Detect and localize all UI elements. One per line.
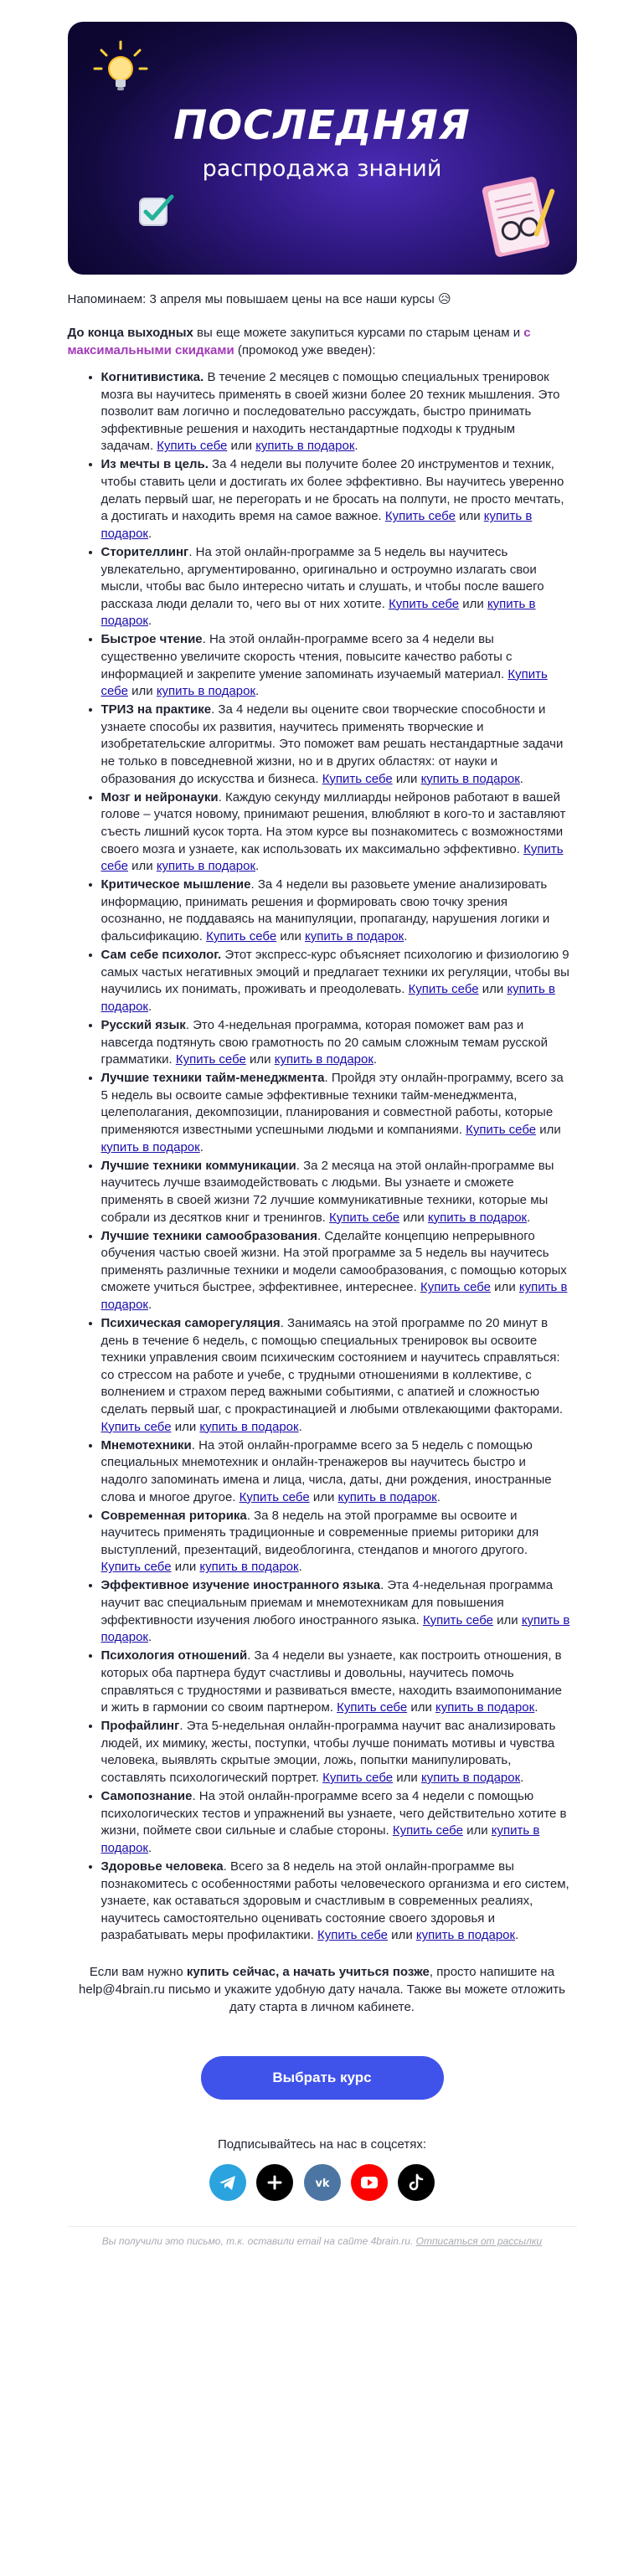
- course-name: Лучшие техники тайм-менеджмента: [100, 1071, 325, 1086]
- course-name: Сторителлинг: [100, 544, 189, 559]
- buy-gift-link[interactable]: купить в подарок: [100, 982, 556, 1014]
- course-name: Психическая саморегуляция: [100, 1316, 281, 1331]
- course-item: [101, 1228, 577, 1314]
- course-name: Здоровье человека: [100, 1859, 224, 1874]
- or-text: или: [227, 439, 256, 454]
- buy-self-link[interactable]: Купить себе: [157, 439, 228, 454]
- vk-icon[interactable]: [304, 2164, 341, 2201]
- or-text: или: [127, 684, 157, 699]
- unsubscribe-link[interactable]: Отписаться от рассылки: [415, 2234, 543, 2247]
- course-desc: . За 2 месяца на этой онлайн-программе вы научитесь лучше взаимодействовать с людьми. Вы узнаете и сможете применять в своей жизни 72 лучшие коммуникативные техники, которые мы собрали из десятков книг и тренингов.: [100, 1158, 554, 1225]
- buy-gift-link[interactable]: купить в подарок: [420, 771, 520, 786]
- course-name: Современная риторика: [100, 1508, 247, 1523]
- buy-self-link[interactable]: Купить себе: [239, 1489, 310, 1504]
- course-name: Быстрое чтение: [100, 632, 203, 647]
- course-item: [101, 544, 577, 630]
- telegram-icon[interactable]: [209, 2164, 246, 2201]
- hero-title: ПОСЛЕДНЯЯ: [173, 102, 471, 149]
- or-text: или: [478, 982, 507, 997]
- hero-banner: [68, 22, 577, 275]
- lightbulb-icon: [91, 39, 150, 97]
- svg-text:vk: vk: [314, 2177, 330, 2190]
- buy-gift-link[interactable]: купить в подарок: [435, 1700, 535, 1715]
- or-text: или: [171, 1419, 200, 1434]
- or-text: или: [171, 1560, 200, 1575]
- footer: [68, 2235, 577, 2247]
- end-dot: .: [199, 1139, 204, 1154]
- course-item: [101, 1437, 577, 1506]
- course-name: Психология отношений: [100, 1648, 248, 1663]
- end-dot: .: [404, 929, 408, 944]
- course-list: [68, 369, 577, 1945]
- course-name: ТРИЗ на практике: [100, 702, 212, 717]
- buy-gift-link[interactable]: купить в подарок: [100, 1139, 200, 1154]
- buy-gift-link[interactable]: купить в подарок: [100, 596, 536, 629]
- buy-self-link[interactable]: Купить себе: [100, 841, 564, 874]
- course-item: [101, 702, 577, 788]
- buy-gift-link[interactable]: купить в подарок: [199, 1560, 299, 1575]
- closing-after: , просто напишите на help@4brain.ru письмо и укажите удобную дату начала. Также вы можете отложить дату старта в личном кабинете.: [79, 1964, 565, 2014]
- discount-highlight: с максимальными скидками: [67, 326, 531, 357]
- course-item: [101, 1508, 577, 1576]
- buy-self-link[interactable]: Купить себе: [317, 1928, 389, 1943]
- buy-gift-link[interactable]: купить в подарок: [415, 1928, 516, 1943]
- or-text: или: [392, 771, 421, 786]
- cta-section: [68, 2056, 577, 2100]
- or-text: или: [407, 1700, 436, 1715]
- course-name: Мозг и нейронауки: [100, 789, 219, 805]
- course-item: [101, 1788, 577, 1857]
- course-desc: За 4 недели вы получите более 20 инструментов и техник, чтобы ставить цели и достигать их более эффективно. Вы научитесь уверенно делать первый шаг, не перегорать и не бросать на полпути, не просто мечтать, а достигать и находить время на самое важное.: [100, 457, 564, 524]
- course-item: [101, 1718, 577, 1787]
- end-dot: .: [147, 614, 152, 629]
- buy-gift-link[interactable]: купить в подарок: [274, 1052, 374, 1067]
- end-dot: .: [534, 1700, 538, 1715]
- buy-gift-link[interactable]: купить в подарок: [255, 439, 355, 454]
- end-dot: .: [255, 684, 260, 699]
- buy-self-link[interactable]: Купить себе: [466, 1123, 537, 1138]
- or-text: или: [127, 859, 157, 874]
- course-desc: В течение 2 месяцев с помощью специальных тренировок мозга вы научитесь применять в своей жизни более 20 техник мышления. Это позволит вам логично и последовательно рассуждать, быстро принимать эффективные решения и находить нестандартные подходы к трудным задачам.: [100, 370, 560, 454]
- buy-gift-link[interactable]: купить в подарок: [420, 1771, 521, 1785]
- course-item: [101, 631, 577, 700]
- course-item: [101, 877, 577, 945]
- footer-divider: [68, 2226, 577, 2227]
- course-name: Самопознание: [100, 1789, 193, 1804]
- intro-after: (промокод уже введен):: [234, 343, 376, 357]
- course-item: [101, 789, 577, 876]
- buy-self-link[interactable]: Купить себе: [422, 1612, 493, 1627]
- email-body: [68, 0, 577, 2247]
- course-item: [101, 1158, 577, 1226]
- buy-gift-link[interactable]: купить в подарок: [100, 1612, 570, 1645]
- buy-self-link[interactable]: Купить себе: [389, 596, 460, 611]
- or-text: или: [393, 1771, 421, 1785]
- course-desc: . Каждую секунду миллиарды нейронов работают в вашей голове – учатся новому, принимают решения, влюбляют в кого-то и заставляют съесть лишний кусок торта. На этом курсе вы познакомитесь с возможностями своего мозга и узнаете, как использовать их максимально эффективно.: [100, 789, 566, 856]
- buy-gift-link[interactable]: купить в подарок: [156, 859, 256, 874]
- course-desc: . За 4 недели вы разовьете умение анализировать информацию, принимать решения и формировать свою точку зрения осознанно, не поддаваясь на манипуляции, пропаганду, нарушения логики и фальсификацию.: [100, 877, 550, 944]
- end-dot: .: [298, 1419, 302, 1434]
- notebook-glasses-icon: [470, 171, 562, 263]
- end-dot: .: [147, 526, 152, 541]
- intro-offer: [68, 324, 577, 359]
- course-desc: . На этой онлайн-программе за 5 недель вы научитесь увлекательно, аргументированно, оригинально и остроумно излагать свои мысли, чтобы вас было интересно читать и слушать, и чтобы после вашего рассказа люди делали то, чего вы от них хотите.: [100, 544, 544, 611]
- end-dot: .: [519, 771, 523, 786]
- buy-self-link[interactable]: Купить себе: [322, 1771, 394, 1785]
- closing-text: [68, 1963, 577, 2016]
- buy-gift-link[interactable]: купить в подарок: [156, 684, 256, 699]
- buy-self-link[interactable]: Купить себе: [408, 982, 479, 997]
- end-dot: .: [298, 1560, 302, 1575]
- course-desc: . Эта 5-недельная онлайн-программа научит вас анализировать людей, их мимику, жесты, поступки, чтобы лучше понимать мотивы и чувства человека, выявлять скрытые эмоции, ложь, попытки манипулировать, составлять психологический портрет.: [100, 1719, 556, 1785]
- tiktok-icon[interactable]: [398, 2164, 435, 2201]
- end-dot: .: [354, 439, 358, 454]
- or-text: или: [462, 1823, 492, 1838]
- course-name: Мнемотехники: [100, 1437, 192, 1453]
- course-name: Эффективное изучение иностранного языка: [100, 1578, 381, 1593]
- course-item: [101, 1859, 577, 1945]
- course-name: Критическое мышление: [100, 877, 251, 892]
- or-text: или: [455, 509, 484, 524]
- closing-bold: купить сейчас, а начать учиться позже: [186, 1964, 430, 1979]
- buy-self-link[interactable]: Купить себе: [329, 1210, 400, 1225]
- course-name: Когнитивистика.: [100, 370, 204, 384]
- buy-self-link[interactable]: Купить себе: [100, 666, 548, 699]
- end-dot: .: [520, 1771, 524, 1785]
- buy-self-link[interactable]: Купить себе: [392, 1823, 463, 1838]
- buy-gift-link[interactable]: купить в подарок: [199, 1419, 299, 1434]
- course-desc: . Занимаясь на этой программе по 20 минут в день в течение 6 недель, с помощью специальных тренировок вы освоите техники управления своим психическим состоянием и научитесь справляться: со стрессом на работе и учебе, с трудными отношениями в коллективе, с волнением и страхом перед важными событиями, с апатией и сложностью сделать первый шаг, с прокрастинацией и любыми отвлекающими факторами.: [100, 1316, 564, 1417]
- buy-self-link[interactable]: Купить себе: [175, 1052, 246, 1067]
- course-desc: . Сделайте концепцию непрерывного обучения частью своей жизни. На этой программе за 5 недель вы научитесь применять различные техники и модели самообразования, с помощью которых сможете учиться быстрее, эффективнее, интереснее.: [100, 1228, 567, 1295]
- course-item: [101, 1070, 577, 1156]
- or-text: или: [491, 1280, 519, 1295]
- buy-gift-link[interactable]: купить в подарок: [305, 929, 404, 944]
- buy-gift-link[interactable]: купить в подарок: [337, 1489, 437, 1504]
- course-item: [101, 369, 577, 455]
- plus-icon[interactable]: [256, 2164, 293, 2201]
- course-desc: Этот экспресс-курс объясняет психологию и физиологию 9 самых частых негативных эмоций и предлагает техники их регуляции, чтобы вы научились их понимать, проживать и преодолевать.: [100, 948, 569, 997]
- end-dot: .: [436, 1489, 440, 1504]
- buy-self-link[interactable]: Купить себе: [322, 771, 393, 786]
- course-name: Лучшие техники самообразования: [100, 1228, 318, 1243]
- buy-self-link[interactable]: Купить себе: [337, 1700, 408, 1715]
- intro-middle: вы еще можете закупиться курсами по старым ценам и: [193, 326, 524, 340]
- course-desc: . На этой онлайн-программе всего за 5 недель с помощью специальных мнемотехник и онлайн-тренажеров вы научитесь быстро и надолго запоминать имена и лица, числа, даты, дни рождения, иностранные слова и многое другое.: [100, 1437, 552, 1504]
- checkbox-icon: [137, 192, 175, 230]
- or-text: или: [276, 929, 306, 944]
- end-dot: .: [373, 1052, 378, 1067]
- course-item: [101, 1648, 577, 1716]
- buy-gift-link[interactable]: купить в подарок: [100, 1823, 540, 1855]
- footer-text: Вы получили это письмо, т.к. оставили email на сайте 4brain.ru.: [101, 2234, 416, 2247]
- course-desc: . За 8 недель на этой программе вы освоите и научитесь применять традиционные и современные приемы риторики для выступлений, презентаций, видеоблогинга, стендапов и многого другого.: [100, 1508, 539, 1557]
- course-desc: . За 4 недели вы узнаете, как построить отношения, в которых оба партнера будут счастливы и довольны, научитесь помочь справляться с трудностями и развиваться вместе, находить взаимопонимание и жить в гармонии со своим партнером.: [100, 1648, 562, 1715]
- buy-gift-link[interactable]: купить в подарок: [100, 1280, 568, 1312]
- course-name: Сам себе психолог.: [100, 948, 222, 963]
- end-dot: .: [147, 1630, 152, 1645]
- course-item: [101, 1017, 577, 1069]
- buy-self-link[interactable]: Купить себе: [420, 1280, 492, 1295]
- course-desc: . Эта 4-недельная программа научит вас специальным приемам и мнемотехникам для повышения эффективности изучения любого иностранного языка.: [100, 1578, 554, 1627]
- course-desc: . Это 4-недельная программа, которая поможет вам раз и навсегда подтянуть свою грамотность по 20 самым сложным темам русской грамматики.: [100, 1017, 548, 1067]
- course-desc: . Всего за 8 недель на этой онлайн-программе вы познакомитесь с особенностями работы человеческого организма и его систем, узнаете, как оставаться здоровым и счастливым в современных реалиях, научитесь самостоятельно оценивать состояние своего здоровья и разрабатывать меры профилактики.: [100, 1859, 569, 1943]
- hero-subtitle: распродажа знаний: [202, 156, 442, 182]
- end-dot: .: [147, 999, 152, 1014]
- course-desc: . За 4 недели вы оцените свои творческие способности и узнаете способы их развития, научитесь применять творческие и изобретательские алгоритмы. Это поможет вам решать нестандартные задачи не только в повседневной жизни, но и в других областях: от науки и образования до искусства и бизнеса.: [100, 702, 564, 786]
- course-item: [101, 947, 577, 1015]
- buy-self-link[interactable]: Купить себе: [384, 509, 456, 524]
- or-text: или: [536, 1123, 561, 1138]
- buy-gift-link[interactable]: купить в подарок: [427, 1210, 528, 1225]
- or-text: или: [459, 596, 487, 611]
- or-text: или: [309, 1489, 338, 1504]
- course-desc: . Пройдя эту онлайн-программу, всего за 5 недель вы освоите самые эффективные техники тайм-менеджмента, целеполагания, декомпозиции, планирования и совместной работы, которые применяются известными успешными людьми и компаниями.: [100, 1071, 564, 1138]
- buy-gift-link[interactable]: купить в подарок: [100, 509, 533, 541]
- course-item: [101, 1577, 577, 1646]
- course-desc: . На этой онлайн-программе всего за 4 недели вы существенно увеличите скорость чтения, повысите качество работы с информацией и закрепите умение запоминать изучаемый материал.: [100, 632, 513, 681]
- closing-before: Если вам нужно: [89, 1964, 187, 1979]
- course-name: Профайлинг: [100, 1719, 180, 1734]
- course-name: Из мечты в цель.: [100, 457, 209, 472]
- course-name: Русский язык: [100, 1017, 186, 1032]
- buy-self-link[interactable]: Купить себе: [100, 1419, 172, 1434]
- end-dot: .: [527, 1210, 531, 1225]
- buy-self-link[interactable]: Купить себе: [100, 1560, 172, 1575]
- course-item: [101, 1315, 577, 1436]
- social-title: Подписывайтесь на нас в соцсетях:: [217, 2136, 427, 2152]
- or-text: или: [245, 1052, 275, 1067]
- course-item: [101, 456, 577, 542]
- youtube-icon[interactable]: [351, 2164, 388, 2201]
- end-dot: .: [147, 1840, 152, 1855]
- intro-bold: До конца выходных: [67, 326, 193, 340]
- course-desc: . На этой онлайн-программе всего за 4 недели с помощью психологических тестов и упражнений вы узнаете, чего действительно хотите в жизни, поймете свои сильные и слабые стороны.: [100, 1789, 567, 1838]
- end-dot: .: [255, 859, 260, 874]
- course-name: Лучшие техники коммуникации: [100, 1158, 296, 1173]
- or-text: или: [399, 1210, 428, 1225]
- buy-self-link[interactable]: Купить себе: [206, 929, 277, 944]
- choose-course-button[interactable]: Выбрать курс: [201, 2056, 444, 2100]
- end-dot: .: [147, 1297, 152, 1312]
- or-text: или: [388, 1928, 416, 1943]
- or-text: или: [492, 1612, 522, 1627]
- intro-text: Напоминаем: 3 апреля мы повышаем цены на все наши курсы 😥: [67, 292, 451, 306]
- end-dot: .: [515, 1928, 519, 1943]
- social-links: [68, 2164, 577, 2201]
